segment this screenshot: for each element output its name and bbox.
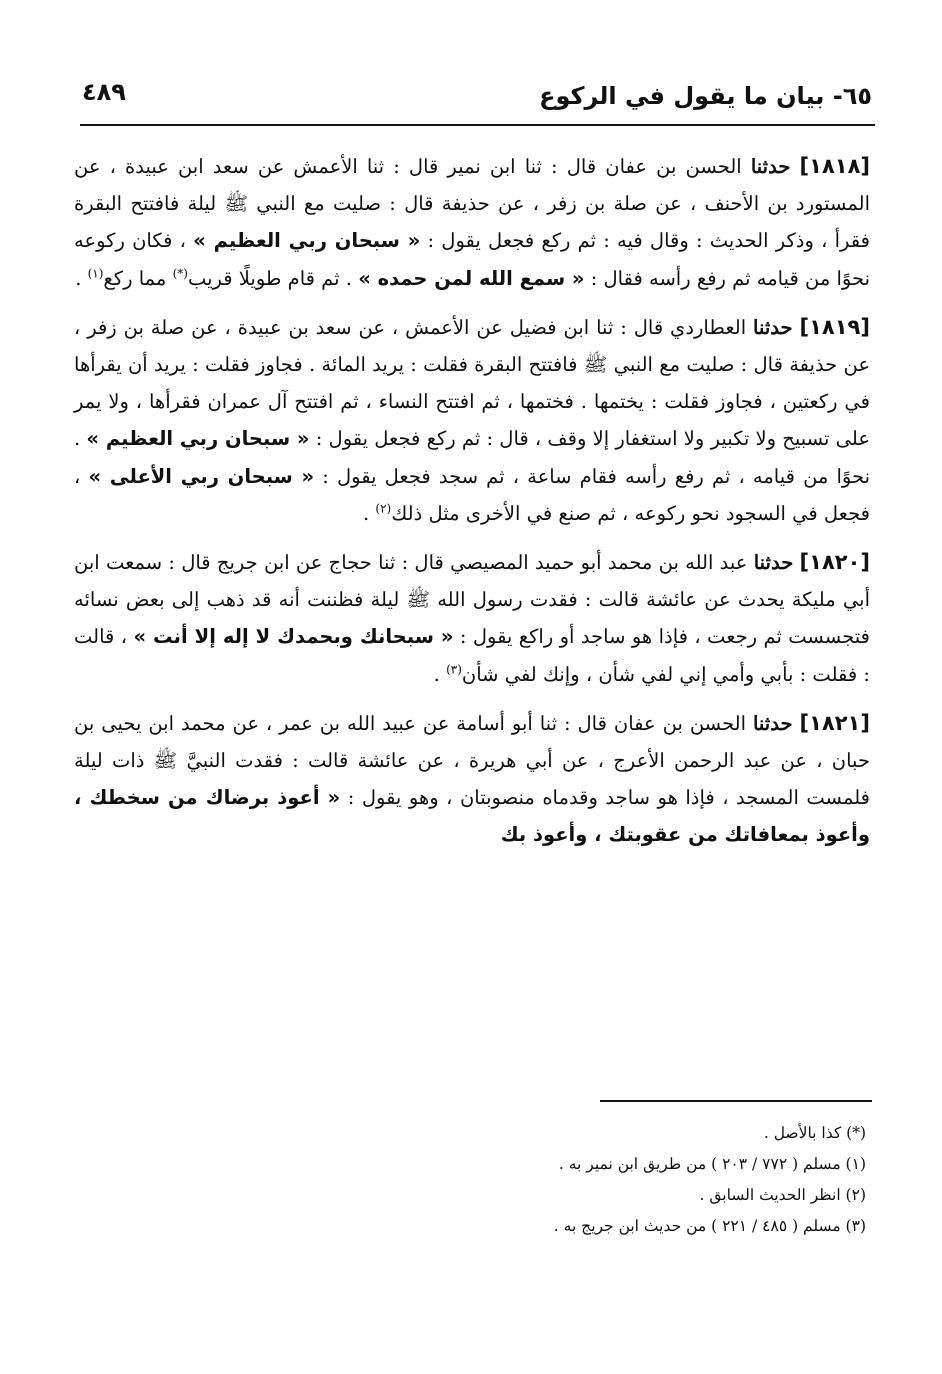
hadith-lead: حدثنا: [750, 155, 791, 178]
hadith-quote: « أعوذ برضاك من سخطك ، وأعوذ بمعافاتك من عقوبتك ، وأعوذ بك: [74, 786, 870, 847]
hadith-1818: [74, 148, 870, 297]
hadith-text: العطاردي قال : ثنا ابن فضيل عن الأعمش ، عن سعد بن عبيدة ، عن صلة بن زفر ، عن حذيفة قال : صليت مع النبي ﷺ فافتتح البقرة فقلت : يريد المائة . فجاوز فقلت : يريد أن يقرأها في ركعتين ، فجاوز فقلت : يختمها . فختمها ، ثم افتتح النساء ، ثم افتتح آل عمران فقرأها ، ولا يمر على تسبيح ولا تكبير ولا استغفار إلا وقف ، قال : ثم ركع فجعل يقول :: [74, 315, 870, 451]
footnote-marker: (*): [172, 266, 188, 281]
footnote-marker: (١): [87, 266, 104, 281]
hadith-text: .: [75, 266, 82, 290]
hadith-text: مما ركع: [103, 266, 167, 290]
hadith-quote: « سبحانك وبحمدك لا إله إلا أنت »: [133, 625, 454, 649]
hadith-text: . ثم قام طويلًا قريب: [187, 266, 352, 290]
page-header: [80, 78, 872, 122]
hadith-number: [١٨٢٠]: [799, 550, 871, 575]
hadith-text: الحسن بن عفان قال : ثنا ابن نمير قال : ثنا الأعمش عن سعد ابن عبيدة ، عن المستورد بن الأحنف ، عن صلة بن زفر ، عن حذيفة قال : صليت مع النبي ﷺ ليلة فافتتح البقرة فقرأ ، وذكر الحديث : وقال فيه : ثم ركع فجعل يقول :: [74, 155, 870, 253]
footnote-marker: (٢): [375, 501, 392, 516]
footnote-2: (٢) انظر الحديث السابق .: [699, 1186, 866, 1204]
hadith-quote: « سبحان ربي الأعلى »: [88, 464, 315, 488]
hadith-1820: [74, 544, 870, 693]
hadith-text: ، فجعل في السجود نحو ركوعه ، ثم صنع في الأخرى مثل ذلك: [74, 464, 870, 525]
main-text: [74, 148, 870, 866]
hadith-lead: حدثنا: [753, 315, 793, 339]
hadith-lead: حدثنا: [752, 711, 793, 735]
hadith-quote: « سبحان ربي العظيم »: [193, 229, 421, 253]
footnote-3: (٣) مسلم ( ٤٨٥ / ٢٢١ ) من حديث ابن جريج به .: [553, 1217, 866, 1235]
hadith-text: . نحوًا من قيامه ، ثم رفع رأسه فقام ساعة ، ثم سجد فجعل يقول :: [74, 427, 871, 488]
hadith-number: [١٨١٩]: [799, 314, 870, 339]
hadith-text: .: [363, 501, 370, 525]
footnote-marker: (٣): [446, 662, 462, 677]
hadith-text: عبد الله بن محمد أبو حميد المصيصي قال : ثنا حجاج عن ابن جريج قال : سمعت ابن أبي مليكة يحدث عن عائشة قالت : فقدت رسول الله ﷺ ليلة فظننت أنه قد ذهب إلى بعض نسائه فتجسست ثم رجعت ، فإذا هو ساجد أو راكع يقول :: [74, 551, 870, 649]
footnotes: [300, 1118, 866, 1242]
header-divider: [80, 124, 875, 126]
hadith-text: .: [433, 662, 440, 686]
hadith-1819: [74, 309, 870, 532]
hadith-text: ، فكان ركوعه نحوًا من قيامه ثم رفع رأسه فقال :: [74, 229, 870, 290]
hadith-number: [١٨١٨]: [799, 154, 871, 178]
hadith-1821: [74, 705, 870, 854]
hadith-lead: حدثنا: [753, 551, 794, 575]
footnote-divider: [600, 1100, 872, 1102]
hadith-number: [١٨٢١]: [799, 710, 870, 735]
footnote-1: (١) مسلم ( ٧٧٢ / ٢٠٣ ) من طريق ابن نمير به .: [558, 1155, 866, 1173]
hadith-text: الحسن بن عفان قال : ثنا أبو أسامة عن عبيد الله بن عمر ، عن محمد ابن يحيى بن حبان ، عن عبد الرحمن الأعرج ، عن أبي هريرة ، عن عائشة قالت : فقدت النبيَّ ﷺ ذات ليلة فلمست المسجد ، فإذا هو ساجد وقدماه منصوبتان ، وهو يقول :: [74, 711, 870, 810]
hadith-quote: « سبحان ربي العظيم »: [86, 427, 310, 451]
page-number: ٤٨٩: [82, 78, 126, 106]
hadith-text: ، قالت : فقلت : بأبي وأمي إني لفي شأن ، وإنك لفي شأن: [74, 625, 870, 686]
footnote-star: (*) كذا بالأصل .: [763, 1124, 866, 1142]
hadith-quote: « سمع الله لمن حمده »: [358, 266, 585, 290]
chapter-title: ٦٥- بيان ما يقول في الركوع: [539, 82, 872, 110]
